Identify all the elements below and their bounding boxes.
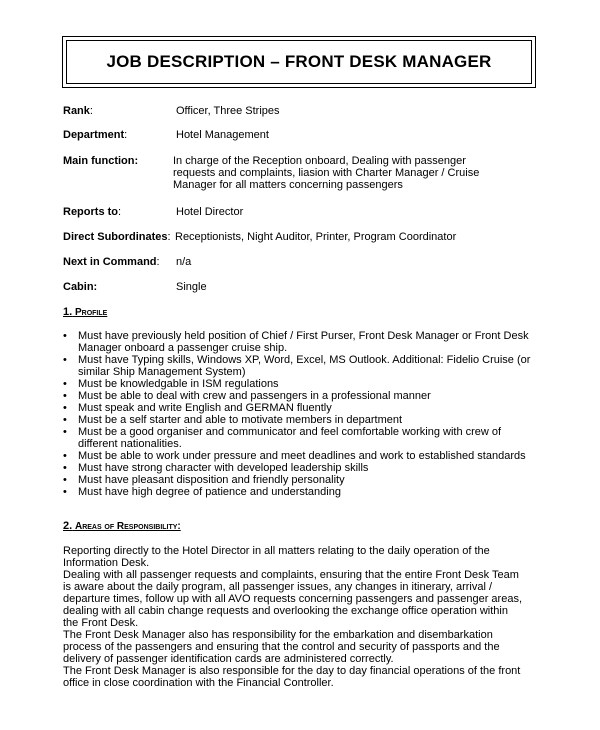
- list-item-text: Must be able to work under pressure and meet deadlines and work to established standards: [78, 450, 526, 462]
- list-item: [63, 414, 533, 426]
- bullet-icon: •: [63, 486, 67, 498]
- paragraph: The Front Desk Manager also has responsibility for the embarkation and disembarkation process of the passengers and ensuring that the control and security of passports and the delivery of passenger identification cards are administered correctly.: [63, 629, 500, 665]
- list-item-text: Must have high degree of patience and understanding: [78, 486, 341, 498]
- list-item-text: Must have Typing skills, Windows XP, Word, Excel, MS Outlook. Additional: Fidelio Cruise (or similar Ship Management System): [78, 354, 531, 378]
- paragraph: The Front Desk Manager is also responsible for the day to day financial operations of the front office in close coordination with the Financial Controller.: [63, 665, 521, 689]
- list-item-text: Must have pleasant disposition and friendly personality: [78, 474, 345, 486]
- bullet-icon: •: [63, 354, 67, 366]
- list-item: [63, 462, 533, 474]
- field-value-reports-to: Hotel Director: [176, 206, 244, 218]
- field-label-next-in-command: Next in Command: [63, 256, 157, 268]
- list-item: [63, 390, 533, 402]
- field-label-department: Department: [63, 129, 125, 141]
- paragraph: Reporting directly to the Hotel Director in all matters relating to the daily operation of the Information Desk.: [63, 545, 490, 569]
- list-item: [63, 486, 533, 498]
- section-heading-responsibility: [63, 520, 181, 532]
- field-suffix-department: :: [124, 129, 128, 141]
- section-title-responsibility: Areas of Responsibility:: [74, 521, 181, 532]
- list-item-text: Must have strong character with developed leadership skills: [78, 462, 369, 474]
- list-item-text: Must speak and write English and GERMAN fluently: [78, 402, 332, 414]
- section-title-profile: Profile: [74, 307, 108, 318]
- bullet-icon: •: [63, 414, 67, 426]
- list-item-text: Must be able to deal with crew and passengers in a professional manner: [78, 390, 431, 402]
- title-inner-border: [66, 40, 532, 84]
- bullet-icon: •: [63, 474, 67, 486]
- list-item: [63, 330, 533, 354]
- list-item: [63, 402, 533, 414]
- paragraph: Dealing with all passenger requests and complaints, ensuring that the entire Front Desk Team is aware about the daily program, all passenger issues, any changes in itinerary, arrival / departure times, follow up with all AVO requests concerning passengers and passenger areas, dealing with all cabin change requests and overlooking the exchange office operation within the Front Desk.: [63, 569, 522, 629]
- field-value-department: Hotel Management: [176, 129, 269, 141]
- bullet-icon: •: [63, 378, 67, 390]
- list-item: [63, 474, 533, 486]
- bullet-icon: •: [63, 426, 67, 438]
- field-label-cabin: Cabin:: [63, 281, 98, 293]
- field-label-main-function: Main function:: [63, 155, 139, 167]
- field-value-rank: Officer, Three Stripes: [176, 105, 280, 117]
- section-number-responsibility: 2.: [63, 520, 73, 532]
- list-item-text: Must have previously held position of Chief / First Purser, Front Desk Manager or Front Desk Manager onboard a passenger cruise ship.: [78, 330, 529, 354]
- field-value-cabin: Single: [176, 281, 207, 293]
- list-item-text: Must be a good organiser and communicator and feel comfortable working with crew of different nationalities.: [78, 426, 502, 450]
- field-suffix-rank: :: [89, 105, 93, 117]
- list-item: [63, 378, 533, 390]
- bullet-icon: •: [63, 450, 67, 462]
- bullet-icon: •: [63, 330, 67, 342]
- profile-list: [63, 330, 533, 498]
- section-number-profile: 1.: [63, 306, 73, 318]
- field-label-direct-subordinates: Direct Subordinates: [63, 231, 168, 243]
- field-suffix-next-in-command: :: [156, 256, 160, 268]
- field-label-reports-to: Reports to: [63, 206, 118, 218]
- page-title: JOB DESCRIPTION – FRONT DESK MANAGER: [106, 52, 492, 71]
- field-label-rank: Rank: [63, 105, 90, 117]
- field-value-main-function: In charge of the Reception onboard, Dealing with passenger requests and complaints, liasion with Charter Manager / Cruise Manager for all matters concerning passengers: [173, 155, 480, 191]
- list-item: [63, 450, 533, 462]
- bullet-icon: •: [63, 462, 67, 474]
- field-value-next-in-command: n/a: [176, 256, 192, 268]
- bullet-icon: •: [63, 402, 67, 414]
- list-item: [63, 426, 533, 450]
- list-item: [63, 354, 533, 378]
- bullet-icon: •: [63, 390, 67, 402]
- list-item-text: Must be knowledgable in ISM regulations: [78, 378, 279, 390]
- list-item-text: Must be a self starter and able to motivate members in department: [78, 414, 403, 426]
- title-box: [62, 36, 536, 88]
- field-suffix-direct-subordinates: :: [167, 231, 171, 243]
- field-suffix-reports-to: :: [118, 206, 122, 218]
- responsibility-body: [63, 545, 523, 689]
- section-heading-profile: [63, 306, 107, 318]
- field-value-direct-subordinates: Receptionists, Night Auditor, Printer, Program Coordinator: [175, 231, 457, 243]
